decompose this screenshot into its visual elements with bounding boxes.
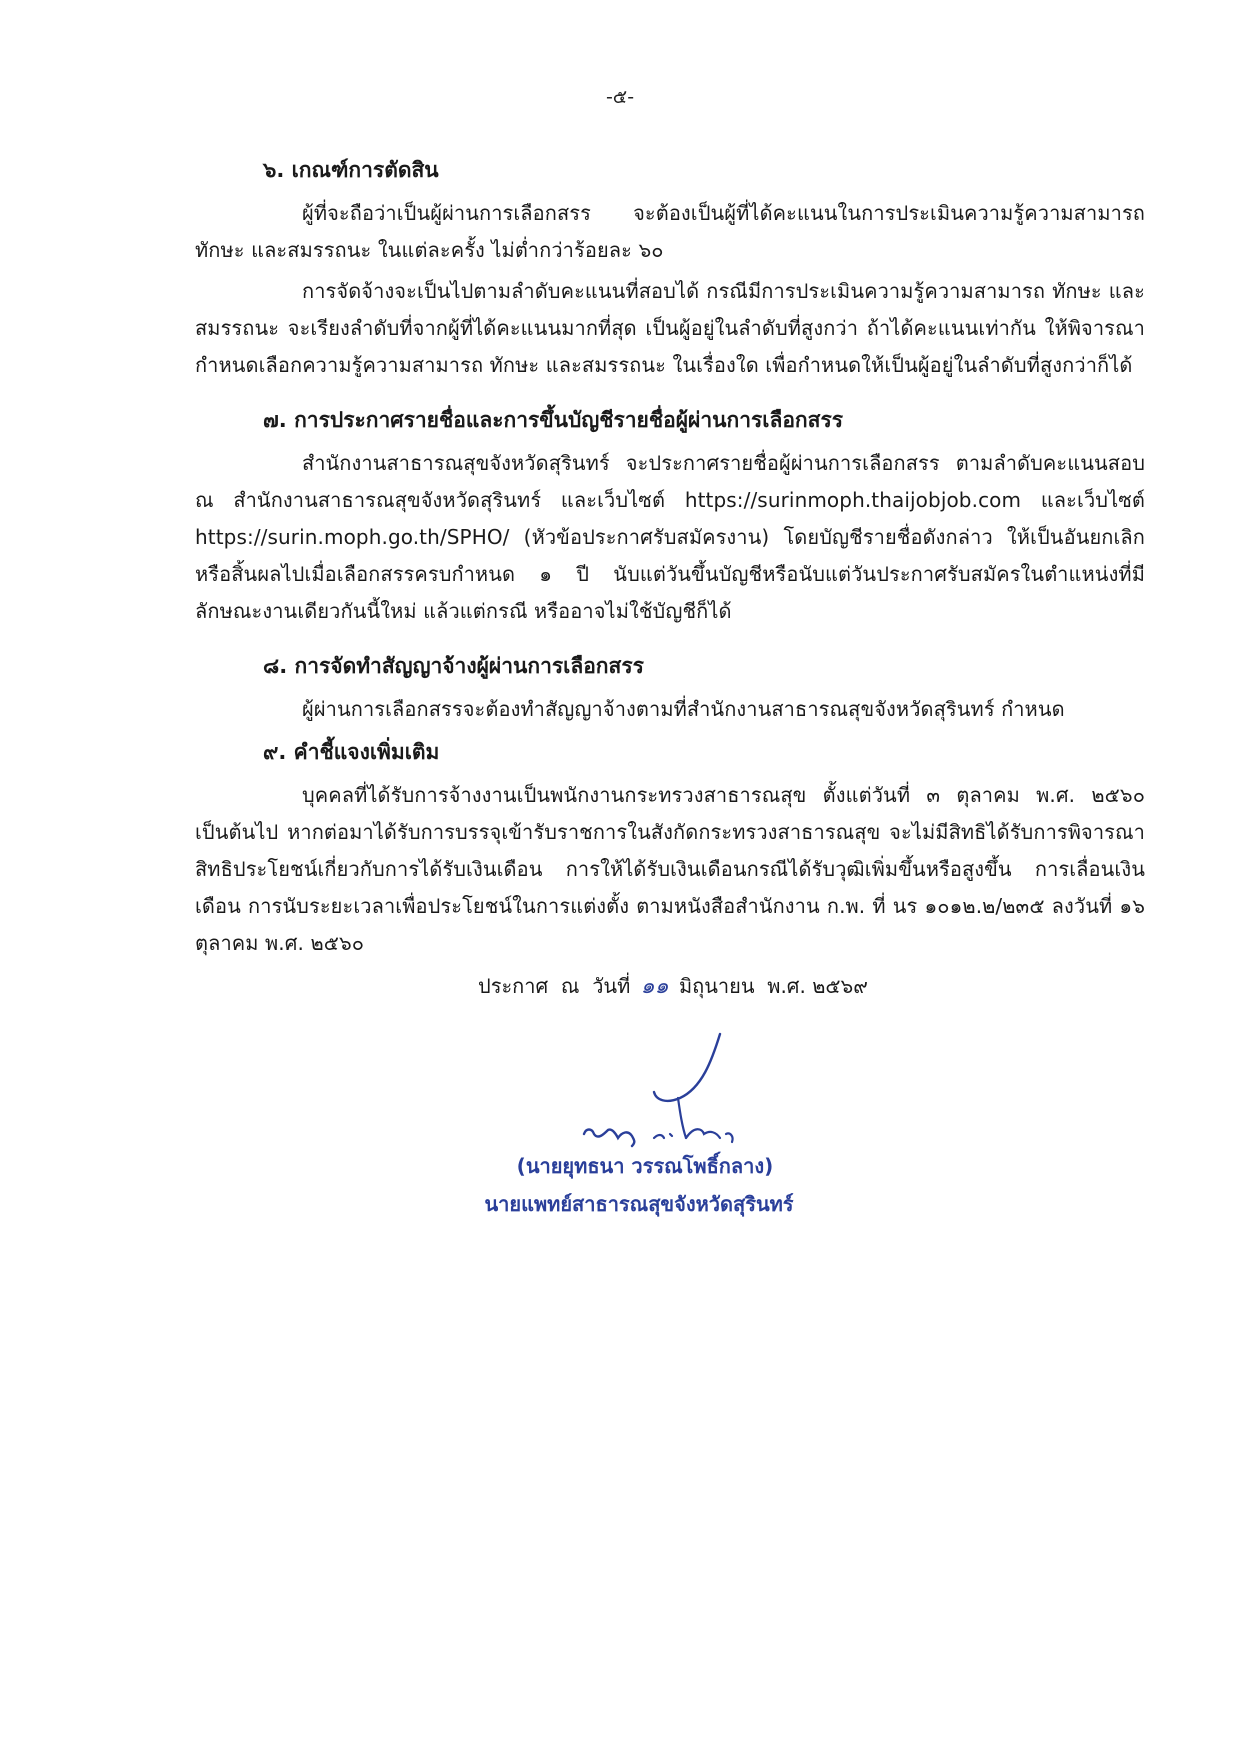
section-heading-7: ๗. การประกาศรายชื่อและการขึ้นบัญชีรายชื่อผู้ผ่านการเลือกสรร	[263, 408, 844, 432]
section-7-paragraph-1: สำนักงานสาธารณสุขจังหวัดสุรินทร์ จะประกาศรายชื่อผู้ผ่านการเลือกสรร ตามลำดับคะแนนสอบ ณ สำนักงานสาธารณสุขจังหวัดสุรินทร์ และเว็บไซต์ https://surinmoph.thaijobjob.com และเว็บไซต์ https://surin.moph.go.th/SPHO/ (หัวข้อประกาศรับสมัครงาน) โดยบัญชีรายชื่อดังกล่าว ให้เป็นอันยกเลิก หรือสิ้นผลไปเมื่อเลือกสรรครบกำหนด ๑ ปี นับแต่วันขึ้นบัญชีหรือนับแต่วันประกาศรับสมัครในตำแหน่งที่มีลักษณะงานเดียวกันนี้ใหม่ แล้วแต่กรณี หรืออาจไม่ใช้บัญชีก็ได้	[195, 451, 1145, 623]
section-6-paragraph-1: ผู้ที่จะถือว่าเป็นผู้ผ่านการเลือกสรร จะต้องเป็นผู้ที่ได้คะแนนในการประเมินความรู้ความสามารถ ทักษะ และสมรรถนะ ในแต่ละครั้ง ไม่ต่ำกว่าร้อยละ ๖๐	[195, 201, 1145, 262]
section-heading-6: ๖. เกณฑ์การตัดสิน	[263, 158, 439, 182]
section-6-paragraph-2: การจัดจ้างจะเป็นไปตามลำดับคะแนนที่สอบได้ กรณีมีการประเมินความรู้ความสามารถ ทักษะ และสมรรถนะ จะเรียงลำดับที่จากผู้ที่ได้คะแนนมากที่สุด เป็นผู้อยู่ในลำดับที่สูงกว่า ถ้าได้คะแนนเท่ากัน ให้พิจารณากำหนดเลือกความรู้ความสามารถ ทักษะ และสมรรถนะ ในเรื่องใด เพื่อกำหนดให้เป็นผู้อยู่ในลำดับที่สูงกว่าก็ได้	[195, 279, 1145, 377]
page-number: -๕-	[605, 86, 635, 108]
announcement-date-line	[478, 968, 868, 1005]
section-heading-9: ๙. คำชี้แจงเพิ่มเติม	[263, 740, 440, 764]
announcement-suffix: มิถุนายน พ.ศ. ๒๕๖๙	[678, 974, 868, 998]
handwritten-signature	[570, 1030, 770, 1150]
announcement-prefix: ประกาศ ณ วันที่	[478, 974, 631, 998]
section-heading-8: ๘. การจัดทำสัญญาจ้างผู้ผ่านการเลือกสรร	[263, 654, 644, 678]
section-8-paragraph-1: ผู้ผ่านการเลือกสรรจะต้องทำสัญญาจ้างตามที่สำนักงานสาธารณสุขจังหวัดสุรินทร์ กำหนด	[302, 697, 1065, 721]
signer-title: นายแพทย์สาธารณสุขจังหวัดสุรินทร์	[484, 1192, 794, 1216]
announcement-day-handwritten: ๑๑	[640, 974, 669, 999]
section-9-paragraph-1: บุคคลที่ได้รับการจ้างงานเป็นพนักงานกระทรวงสาธารณสุข ตั้งแต่วันที่ ๓ ตุลาคม พ.ศ. ๒๕๖๐ เป็นต้นไป หากต่อมาได้รับการบรรจุเข้ารับราชการในสังกัดกระทรวงสาธารณสุข จะไม่มีสิทธิได้รับการพิจารณาสิทธิประโยชน์เกี่ยวกับการได้รับเงินเดือน การให้ได้รับเงินเดือนกรณีได้รับวุฒิเพิ่มขึ้นหรือสูงขึ้น การเลื่อนเงินเดือน การนับระยะเวลาเพื่อประโยชน์ในการแต่งตั้ง ตามหนังสือสำนักงาน ก.พ. ที่ นร ๑๐๑๒.๒/๒๓๕ ลงวันที่ ๑๖ ตุลาคม พ.ศ. ๒๕๖๐	[195, 783, 1145, 955]
document-body	[195, 152, 1145, 966]
signer-name: (นายยุทธนา วรรณโพธิ์กลาง)	[516, 1154, 774, 1178]
